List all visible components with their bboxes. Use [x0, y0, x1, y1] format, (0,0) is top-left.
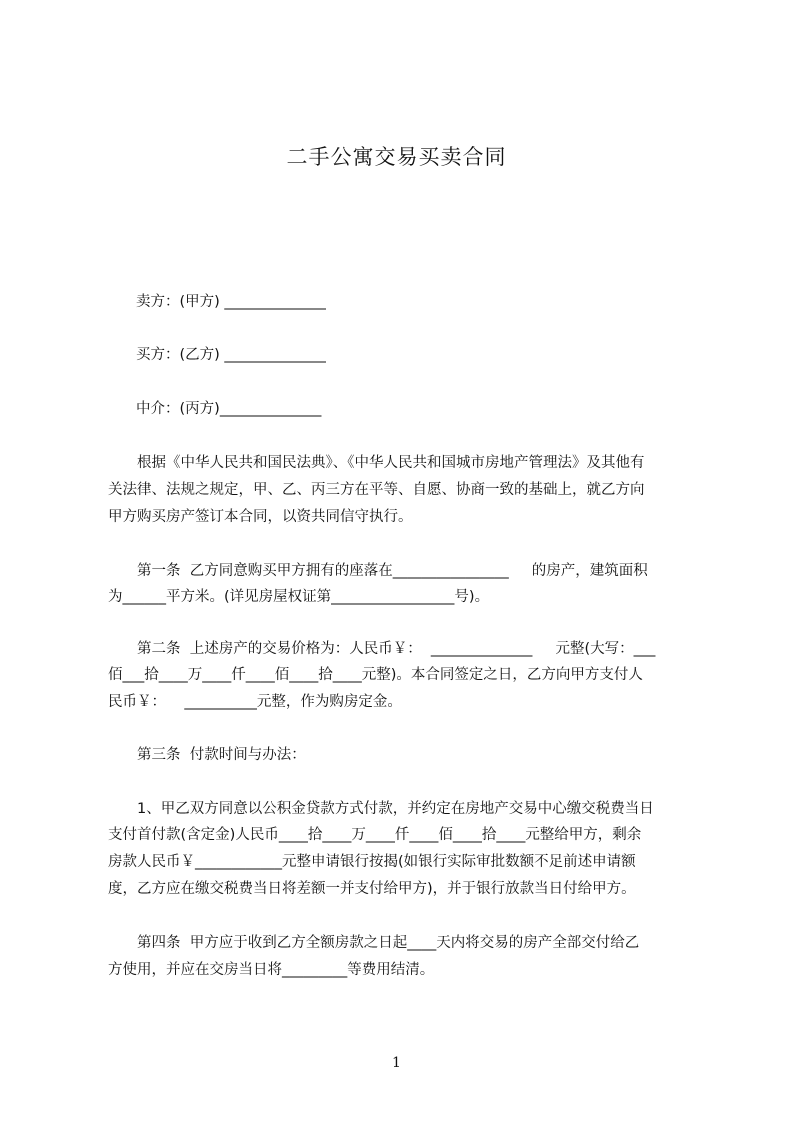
article1-line: 为______平方米。(详见房屋权证第_________________号)。: [108, 589, 490, 605]
article2-line: 佰___拾____万____仟____佰____拾____元整)。本合同签定之日，乙方向甲方支付人: [108, 667, 643, 683]
page-title: 二手公寓交易买卖合同: [286, 145, 507, 169]
article2-line: 第二条 上述房产的交易价格为：人民币￥： ______________ 元整(大写：___: [137, 641, 656, 657]
article3-heading: 第三条 付款时间与办法：: [137, 747, 306, 763]
article3-clause-line: 1、甲乙双方同意以公积金贷款方式付款，并约定在房地产交易中心缴交税费当日: [137, 801, 654, 817]
preamble-line: 关法律、法规之规定，甲、乙、丙三方在平等、自愿、协商一致的基础上，就乙方向: [108, 482, 645, 498]
article4-line: 方使用，并应在交房当日将_________等费用结清。: [108, 962, 435, 978]
seller-line: 卖方：(甲方) ______________: [136, 294, 326, 310]
article2-line: 民币￥： __________元整，作为购房定金。: [108, 694, 402, 710]
agent-line: 中介：(丙方)______________: [136, 401, 322, 417]
preamble-line: 根据《中华人民共和国民法典》、《中华人民共和国城市房地产管理法》及其他有: [137, 455, 645, 471]
buyer-line: 买方：(乙方) ______________: [136, 347, 326, 363]
article3-clause-line: 度，乙方应在缴交税费当日将差额一并支付给甲方)，并于银行放款当日付给甲方。: [108, 881, 636, 897]
article3-clause-line: 支付首付款(含定金)人民币____拾____万____仟____佰____拾____元整给甲方，剩余: [108, 827, 642, 843]
article1-line: 第一条 乙方同意购买甲方拥有的座落在________________ 的房产，建筑面积: [137, 563, 648, 579]
page-number: 1: [392, 1055, 401, 1071]
article4-line: 第四条 甲方应于收到乙方全额房款之日起____天内将交易的房产全部交付给乙: [137, 935, 640, 951]
preamble-line: 甲方购买房产签订本合同，以资共同信守执行。: [108, 509, 413, 525]
article3-clause-line: 房款人民币￥____________元整申请银行按揭(如银行实际审批数额不足前述申请额: [108, 854, 636, 870]
